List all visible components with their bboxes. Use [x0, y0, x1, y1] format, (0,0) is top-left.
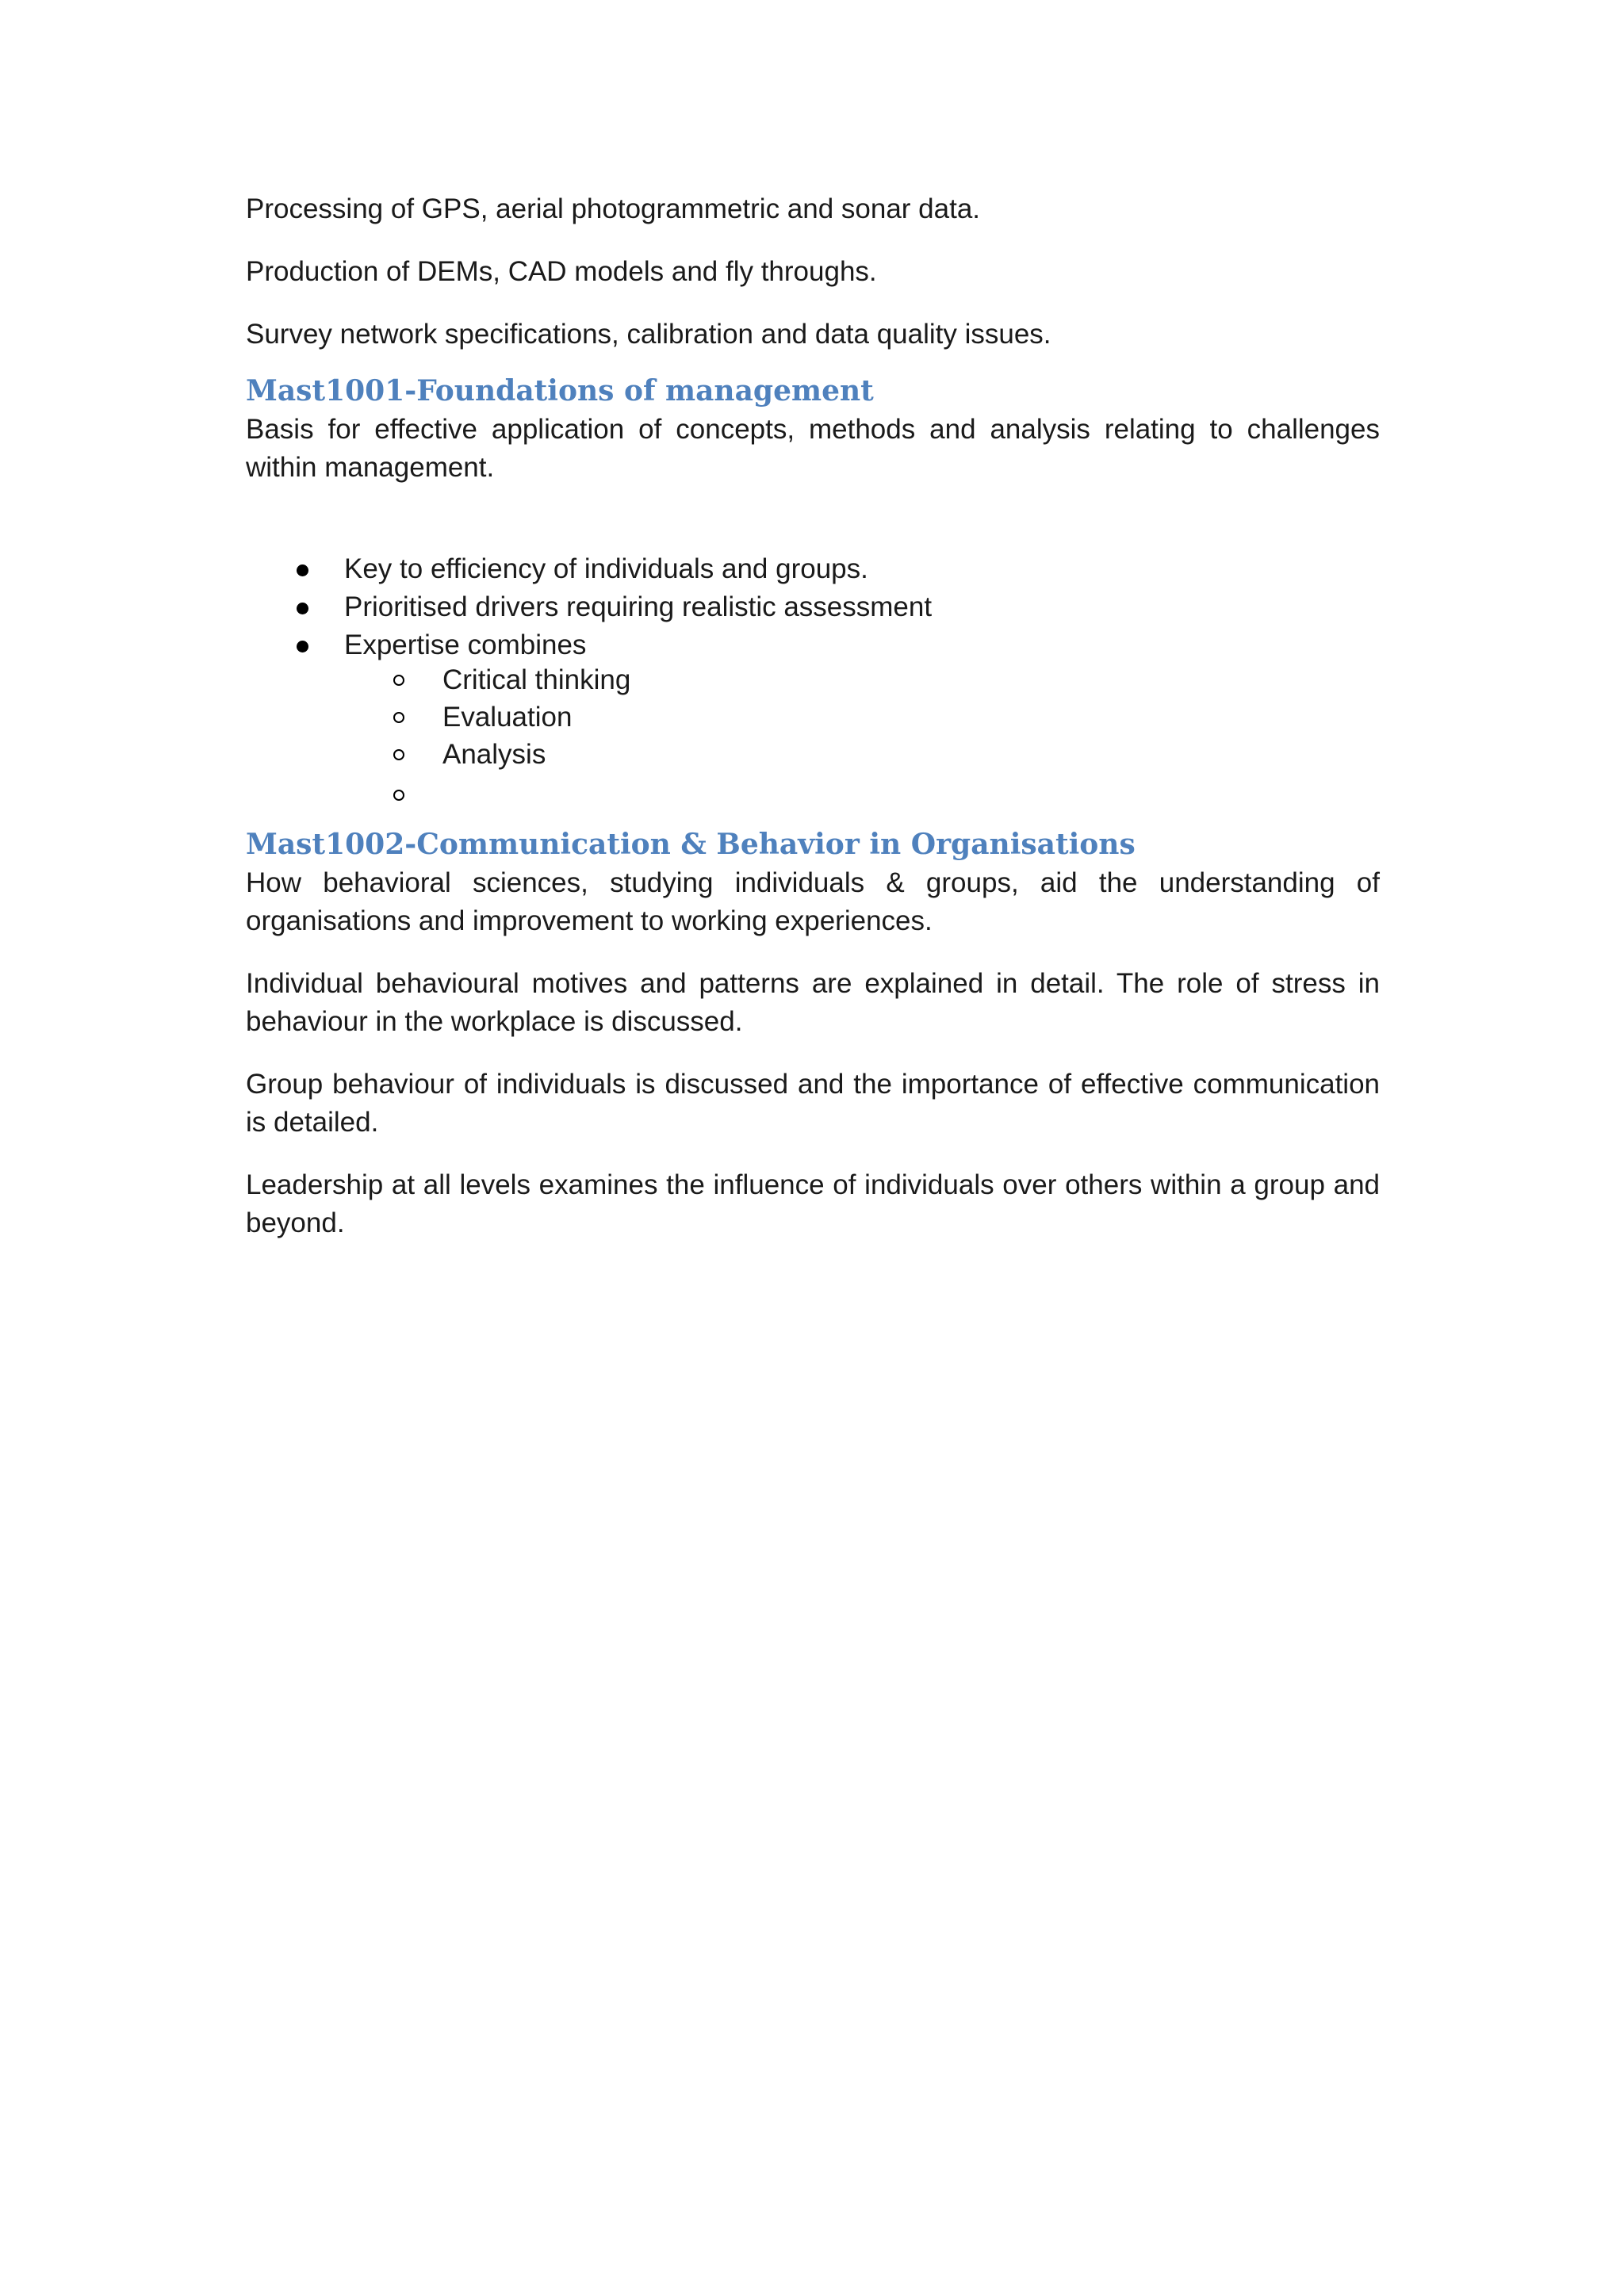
sub-list-item-empty [442, 773, 1380, 810]
paragraph-individual-behaviour: Individual behavioural motives and patterns are explained in detail. The role of stress in behaviour in the workplace is discussed. [246, 968, 1380, 1037]
sub-bullet-list [344, 661, 1380, 810]
list-item: Key to efficiency of individuals and groups. [344, 550, 1380, 588]
paragraph-mast1001-description: Basis for effective application of concepts, methods and analysis relating to challenges within management. [246, 414, 1380, 483]
sub-list-item: Critical thinking [442, 661, 1380, 698]
list-item-label: Expertise combines [344, 629, 587, 660]
document-page [246, 190, 1380, 1267]
paragraph-dem-production: Production of DEMs, CAD models and fly throughs. [246, 256, 877, 287]
paragraph-group-behaviour: Group behaviour of individuals is discussed and the importance of effective communication is detailed. [246, 1069, 1380, 1138]
paragraph-survey-network: Survey network specifications, calibration and data quality issues. [246, 319, 1051, 350]
paragraph-leadership: Leadership at all levels examines the influence of individuals over others within a group and beyond. [246, 1169, 1380, 1238]
bullet-list-mast1001 [246, 550, 1380, 810]
list-item [344, 626, 1380, 810]
list-item: Prioritised drivers requiring realistic assessment [344, 588, 1380, 626]
section-heading-mast1001: Mast1001-Foundations of management [246, 374, 874, 408]
sub-list-item: Evaluation [442, 698, 1380, 736]
section-heading-mast1002: Mast1002-Communication & Behavior in Organisations [246, 828, 1136, 861]
sub-list-item: Analysis [442, 736, 1380, 773]
paragraph-gps-processing: Processing of GPS, aerial photogrammetric and sonar data. [246, 193, 981, 224]
paragraph-behavioral-sciences: How behavioral sciences, studying individuals & groups, aid the understanding of organisations and improvement to working experiences. [246, 867, 1380, 936]
